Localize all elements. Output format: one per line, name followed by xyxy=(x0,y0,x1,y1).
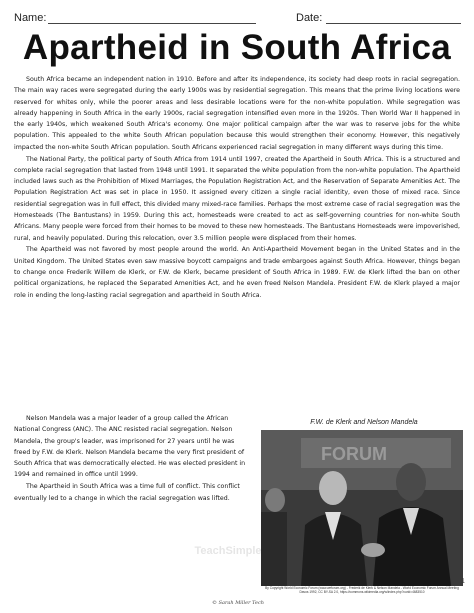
photo-credit: By Copyright World Economic Forum (www.weforum.org) - Frederik de Klerk & Nelson Mandela - World Economic Forum Annual Meeting Davos 1992, CC BY-SA 2.0, https://commons.wikimedia.org/w/index.php?curid=4683510 xyxy=(265,586,459,594)
date-label: Date: xyxy=(296,12,323,24)
footer-brand: © Sarah Miller Tech xyxy=(212,600,264,606)
page-number: 1 xyxy=(461,578,465,585)
photo-banner-text: FORUM xyxy=(321,444,387,464)
paragraph-3: The Apartheid was not favored by most people around the world. An Anti-Apartheid Movement began in the United States and in the United Kingdom. The United States even saw massive boycott campaigns and trade embargoes against South Africa. However, things began to change once Frederik Willem de Klerk, or F.W. de Klerk, became president of South Africa in 1989. F.W. de Klerk lifted the ban on other political organizations, he replaced the Separated Amenities Act, and he even freed Nelson Mandela. President F.W. de Klerk played a major role in ending the long-lasting racial segregation and apartheid in South Africa. xyxy=(14,246,460,299)
article-lower-left xyxy=(14,413,247,504)
paragraph-4: Nelson Mandela was a major leader of a group called the African National Congress (ANC). The ANC resisted racial segregation. Nelson Mandela, the group's leader, was imprisoned for 27 years until he was freed by F.W. de Klerk. Nelson Mandela became the very first president of South Africa that was democratically elected. He was elected president in 1994 and remained in office until 1999. xyxy=(14,415,246,479)
paragraph-2: The National Party, the political party of South Africa from 1914 until 1997, created the Apartheid in South Africa. This is a structured and complete racial segregation that lasted from 1948 until 1991. It separated the white population from the non-white population. The Apartheid included laws such as the Prohibition of Mixed Marriages, the Population Registration Act, and the Reservation of Separate Amenities Act. The Population Registration Act was set in place in 1950. It assigned every citizen a single racial identity, even those of mixed race. Since residential segregation was in full effect, this divided many mixed-race families. Perhaps the most extreme case of racial segregation was the Homesteads (The Bantustans) in 1959. During this act, homesteads were created to act as self-governing countries for non-white South Africans. Many people were forced from their homes to be moved to these new homesteads. The Bantustans Homesteads were impoverished, rural, and heavily populated. During this relocation, over 3.5 million people were displaced from their homes. xyxy=(14,155,460,242)
photo-de-klerk-mandela xyxy=(261,430,463,586)
photo-caption: F.W. de Klerk and Nelson Mandela xyxy=(310,419,418,426)
date-line xyxy=(326,23,461,24)
article-body xyxy=(14,74,460,301)
page-title: Apartheid in South Africa xyxy=(22,28,452,67)
watermark: TeachSimple xyxy=(194,545,262,557)
name-label: Name: xyxy=(14,12,47,24)
photo-illustration xyxy=(261,430,463,586)
paragraph-1: South Africa became an independent nation in 1910. Before and after its independence, its society had deep roots in racial segregation. The main way races were segregated during the early 1900s was by residential segregation. This means that the prime living locations were reserved for whites only, while the poorer areas and less desirable locations were for the non-white population. While segregation was already happening in South Africa in the early 1900s, racial segregation intensified even more in the 1920s. Then World War II happened in the early 1940s, which weakened South Africa's economy. One major political campaign after the war was to reserve jobs for the white population. This appealed to the white South African population because this would strengthen their economy. However, this negatively impacted the non-white South African population. South Africans experienced racial segregation in many different ways during this time. xyxy=(14,76,460,151)
paragraph-5: The Apartheid in South Africa was a time full of conflict. This conflict eventually led to a change in which the racial segregation was lifted. xyxy=(14,483,240,502)
name-line xyxy=(48,23,256,24)
